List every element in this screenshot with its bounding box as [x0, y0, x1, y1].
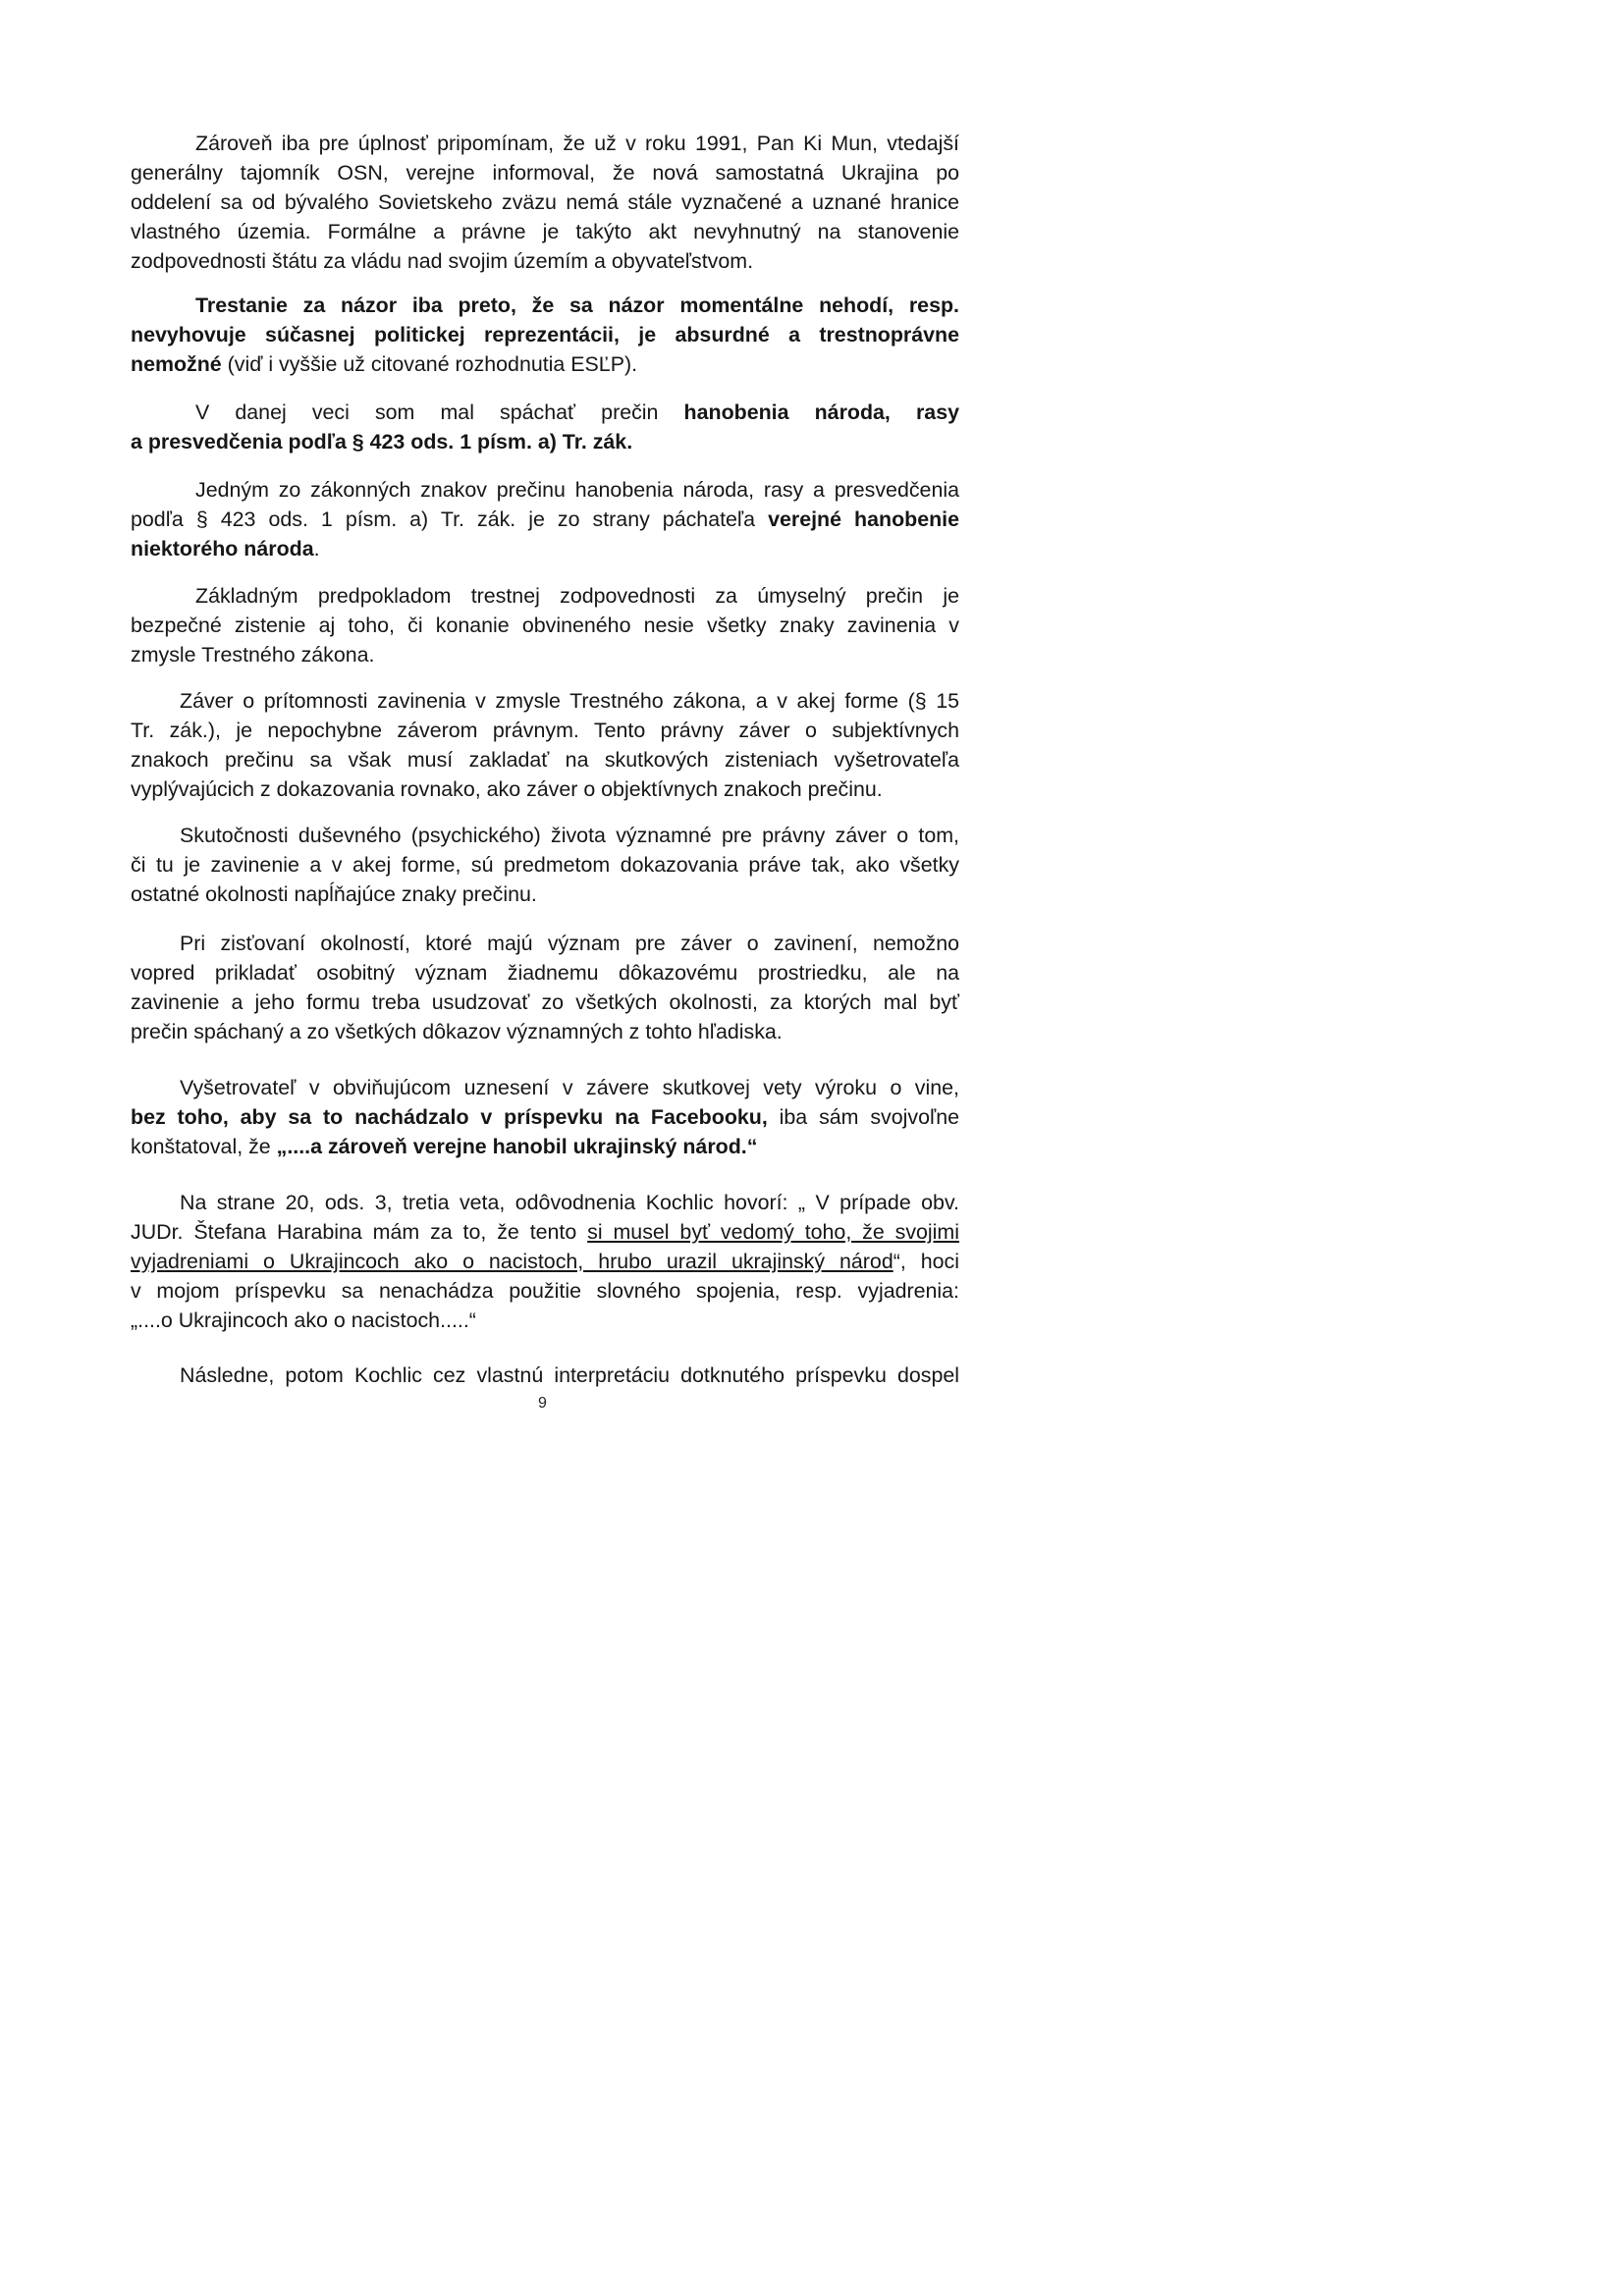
text-run: či tu je zavinenie a v akej forme, sú predmetom dokazovania práve tak, ako všetky [131, 853, 959, 877]
text-run: “, hoci [893, 1250, 960, 1273]
bold-text: bez toho, aby sa to nachádzalo v príspevku na Facebooku, [131, 1105, 768, 1129]
text-line [131, 880, 959, 909]
text-line [131, 640, 959, 669]
text-run: ostatné okolnosti napĺňajúce znaky prečinu. [131, 882, 537, 906]
text-run: zmysle Trestného zákona. [131, 643, 375, 667]
text-run: JUDr. Štefana Harabina mám za to, že tento [131, 1220, 588, 1244]
text-run: vyplývajúcich z dokazovania rovnako, ako záver o objektívnych znakoch prečinu. [131, 777, 883, 801]
text-line [131, 320, 959, 349]
text-line [131, 1132, 959, 1161]
underlined-text: vyjadreniami o Ukrajincoch ako o nacistoch, hrubo urazil ukrajinský národ [131, 1250, 893, 1273]
text-run: Pri zisťovaní okolností, ktoré majú význam pre záver o zavinení, nemožno [180, 932, 959, 955]
text-run: Jedným zo zákonných znakov prečinu hanobenia národa, rasy a presvedčenia [195, 478, 959, 502]
text-line [180, 821, 959, 850]
document-page [0, 0, 1085, 1532]
text-run: Záver o prítomnosti zavinenia v zmysle Trestného zákona, a v akej forme (§ 15 [180, 689, 959, 713]
text-run: znakoch prečinu sa však musí zakladať na skutkových zisteniach vyšetrovateľa [131, 748, 959, 772]
text-run: Vyšetrovateľ v obviňujúcom uznesení v závere skutkovej vety výroku o vine, [180, 1076, 959, 1099]
text-line [131, 427, 959, 456]
text-line [180, 929, 959, 958]
bold-text: nevyhovuje súčasnej politickej reprezentácii, je absurdné a trestnoprávne [131, 323, 959, 347]
text-run: Na strane 20, ods. 3, tretia veta, odôvodnenia Kochlic hovorí: „ V prípade obv. [180, 1191, 959, 1214]
text-run: zodpovednosti štátu za vládu nad svojim územím a obyvateľstvom. [131, 249, 754, 273]
text-line [131, 246, 959, 276]
text-run: v mojom príspevku sa nenachádza použitie slovného spojenia, resp. vyjadrenia: [131, 1279, 959, 1303]
text-run: V danej veci som mal spáchať prečin [195, 400, 684, 424]
bold-text: „....a zároveň verejne hanobil ukrajinský národ.“ [276, 1135, 758, 1158]
text-line [195, 291, 959, 320]
text-line [131, 505, 959, 534]
text-run: vopred prikladať osobitný význam žiadnemu dôkazovému prostriedku, ale na [131, 961, 959, 985]
text-run: (viď i vyššie už citované rozhodnutia ESĽP). [221, 352, 638, 376]
text-run: podľa § 423 ods. 1 písm. a) Tr. zák. je zo strany páchateľa [131, 507, 769, 531]
text-run: bezpečné zistenie aj toho, či konanie obvineného nesie všetky znaky zavinenia v [131, 614, 959, 637]
text-line [180, 686, 959, 716]
bold-text: hanobenia národa, rasy [683, 400, 959, 424]
text-line [131, 1276, 959, 1306]
text-line [131, 1247, 959, 1276]
text-run: Tr. zák.), je nepochybne záverom právnym. Tento právny záver o subjektívnych [131, 719, 959, 742]
text-line [180, 1361, 959, 1390]
text-run: Základným predpokladom trestnej zodpovednosti za úmyselný prečin je [195, 584, 959, 608]
text-line [131, 187, 959, 217]
text-line [195, 475, 959, 505]
text-run: Skutočnosti duševného (psychického) života významné pre právny záver o tom, [180, 824, 959, 847]
text-line [131, 1217, 959, 1247]
text-run: iba sám svojvoľne [767, 1105, 959, 1129]
text-line [131, 958, 959, 988]
text-line [131, 217, 959, 246]
text-line [131, 158, 959, 187]
text-line [131, 774, 959, 804]
text-line [131, 716, 959, 745]
text-line [131, 988, 959, 1017]
text-line [131, 1102, 959, 1132]
text-run: „....o Ukrajincoch ako o nacistoch.....“ [131, 1308, 476, 1332]
page-number: 9 [538, 1395, 547, 1412]
text-run: generálny tajomník OSN, verejne informoval, že nová samostatná Ukrajina po [131, 161, 959, 185]
text-line [195, 581, 959, 611]
text-run: . [313, 537, 320, 561]
text-line [195, 129, 959, 158]
text-line [131, 349, 959, 379]
text-line [195, 398, 959, 427]
text-line [131, 745, 959, 774]
bold-text: niektorého národa [131, 537, 314, 561]
text-run: Následne, potom Kochlic cez vlastnú interpretáciu dotknutého príspevku dospel [180, 1363, 959, 1387]
text-line [131, 1306, 959, 1335]
text-run: prečin spáchaný a zo všetkých dôkazov významných z tohto hľadiska. [131, 1020, 783, 1043]
underlined-text: si musel byť vedomý toho, že svojimi [587, 1220, 959, 1244]
text-line [131, 611, 959, 640]
text-line [131, 1017, 959, 1046]
text-line [180, 1073, 959, 1102]
text-line [131, 850, 959, 880]
bold-text: a presvedčenia podľa § 423 ods. 1 písm. a) Tr. zák. [131, 430, 633, 454]
text-run: Zároveň iba pre úplnosť pripomínam, že už v roku 1991, Pan Ki Mun, vtedajší [195, 132, 959, 155]
text-line [180, 1188, 959, 1217]
text-run: vlastného územia. Formálne a právne je takýto akt nevyhnutný na stanovenie [131, 220, 959, 243]
text-line [131, 534, 959, 563]
text-run: oddelení sa od bývalého Sovietskeho zväzu nemá stále vyznačené a uznané hranice [131, 190, 959, 214]
bold-text: nemožné [131, 352, 222, 376]
bold-text: Trestanie za názor iba preto, že sa názor momentálne nehodí, resp. [195, 294, 959, 317]
text-run: konštatoval, že [131, 1135, 277, 1158]
bold-text: verejné hanobenie [768, 507, 959, 531]
text-run: zavinenie a jeho formu treba usudzovať zo všetkých okolnosti, za ktorých mal byť [131, 990, 959, 1014]
